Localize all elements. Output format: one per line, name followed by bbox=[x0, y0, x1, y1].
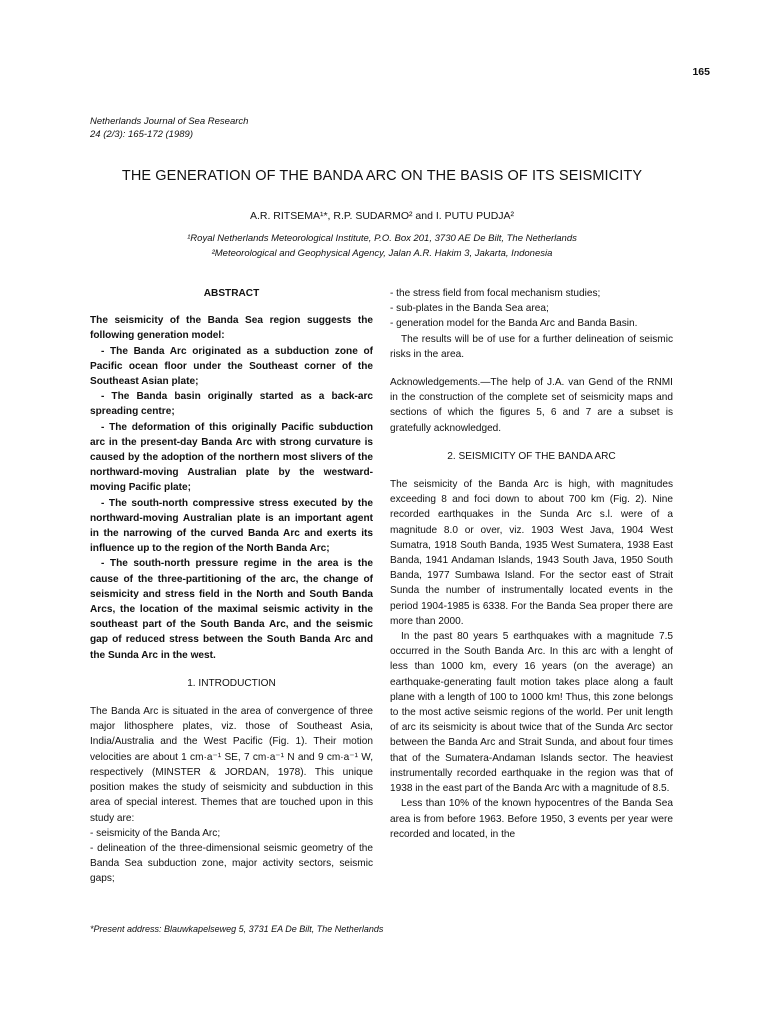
abstract-item: - The south-north compressive stress executed by the northward-moving Australian plate is an important agent in the narrowing of the curved Banda Arc and exerts its influence up to the region of the North Banda Arc; bbox=[90, 497, 373, 555]
abstract-intro: The seismicity of the Banda Sea region suggests the following generation model: bbox=[90, 315, 373, 342]
right-column bbox=[390, 286, 673, 842]
page-number: 165 bbox=[692, 66, 710, 78]
introduction-list-item: - sub-plates in the Banda Sea area; bbox=[390, 303, 549, 315]
abstract-heading: ABSTRACT bbox=[203, 288, 260, 299]
journal-header bbox=[90, 115, 248, 141]
abstract-item: - The Banda basin originally started as a back-arc spreading centre; bbox=[90, 391, 373, 418]
introduction-list-item: - seismicity of the Banda Arc; bbox=[90, 827, 221, 839]
authors: A.R. RITSEMA¹*, R.P. SUDARMO² and I. PUTU PUDJA² bbox=[249, 210, 515, 222]
journal-citation: 24 (2/3): 165-172 (1989) bbox=[90, 129, 193, 140]
affiliation-1: ¹Royal Netherlands Meteorological Institute, P.O. Box 201, 3730 AE De Bilt, The Netherlands bbox=[187, 233, 577, 244]
affiliation-2: ²Meteorological and Geophysical Agency, Jalan A.R. Hakim 3, Jakarta, Indonesia bbox=[211, 248, 553, 259]
section-2-paragraph: Less than 10% of the known hypocentres of the Banda Sea area is from before 1963. Before 1950, 3 events per year were recorded and located, in the bbox=[390, 798, 673, 840]
article-title: THE GENERATION OF THE BANDA ARC ON THE BASIS OF ITS SEISMICITY bbox=[121, 168, 643, 184]
abstract-item: - The south-north pressure regime in the area is the cause of the three-partitioning of the arc, the change of seismicity and stress field in the North and South Banda Arcs, the location of the maximal seismic activity in the southeast part of the South Banda Arc, and the seismic gap of reduced stress between the South Banda Arc and the Sunda Arc in the west. bbox=[90, 558, 373, 661]
abstract-item: - The Banda Arc originated as a subduction zone of Pacific ocean floor under the Southeast corner of the Southeast Asian plate; bbox=[90, 345, 373, 388]
left-column bbox=[90, 286, 373, 887]
acknowledgements: Acknowledgements.—The help of J.A. van Gend of the RNMI in the construction of the complete set of seismicity maps and sections of which the figures 5, 6 and 7 are a subset is gratefully acknowledged. bbox=[390, 377, 673, 434]
journal-name: Netherlands Journal of Sea Research bbox=[90, 116, 249, 127]
section-2-paragraph: The seismicity of the Banda Arc is high, with magnitudes exceeding 8 and foci down to about 700 km (Fig. 2). Nine recorded earthquakes in the Sunda Arc s.l. were of a magnitude 8.0 or over, viz. 1903 West Java, 1904 West Sumatra, 1918 South Banda, 1935 West Sumatera, 1938 East Banda, 1941 Andaman Islands, 1943 South Java, 1950 South Banda, 1977 Sumbawa Island. For the sector east of Strait Sunda the number of instrumentally located events in the period 1904-1985 is 6338. For the Banda Sea proper there are more than 2000. bbox=[390, 479, 673, 627]
section-2-heading: 2. SEISMICITY OF THE BANDA ARC bbox=[447, 450, 616, 462]
introduction-list-item: - generation model for the Banda Arc and Banda Basin. bbox=[390, 318, 638, 330]
introduction-heading: 1. INTRODUCTION bbox=[187, 677, 276, 689]
footnote: *Present address: Blauwkapelseweg 5, 3731 EA De Bilt, The Netherlands bbox=[90, 924, 384, 934]
introduction-list-item: - delineation of the three-dimensional seismic geometry of the Banda Sea subduction zone, major activity sectors, seismic gaps; bbox=[90, 842, 373, 885]
introduction-closing: The results will be of use for a further delineation of seismic risks in the area. bbox=[390, 333, 673, 360]
introduction-paragraph: The Banda Arc is situated in the area of convergence of three major lithosphere plates, viz. those of Southeast Asia, India/Australia and the West Pacific (Fig. 1). Their motion velocities are about 1 cm·a⁻¹ SE, 7 cm·a⁻¹ N and 9 cm·a⁻¹ W, respectively (MINSTER & JORDAN, 1978). This unique position makes the study of seismicity and subduction in this area of special interest. Themes that are touched upon in this study are: bbox=[90, 706, 373, 824]
introduction-list-item: - the stress field from focal mechanism studies; bbox=[390, 288, 601, 299]
section-2-paragraph: In the past 80 years 5 earthquakes with a magnitude 7.5 occurred in the South Banda Arc. In this arc with a lenght of less than 1000 km, every 16 years (on the average) an earthquake-generating fault motion takes place along a fault plane with a length of 100 to 1000 km! Thus, this zone belongs to the most active seismic regions of the world. Per unit length of arc its seismicity is about twice that of the Sunda Arc sector between the Banda Arc and Strait Sunda, and about four times that of the Sumatera-Andaman Islands sector. The heaviest instrumentally recorded earthquake in the region was that of 1938 in the east part of the Banda Arc with a magnitude of 8.5. bbox=[390, 631, 673, 795]
abstract-item: - The deformation of this originally Pacific subduction arc in the present-day Banda Arc with strong curvature is caused by the adoption of the northern most slivers of the northward-moving Australian plate by the westward-moving Pacific plate; bbox=[90, 421, 373, 494]
